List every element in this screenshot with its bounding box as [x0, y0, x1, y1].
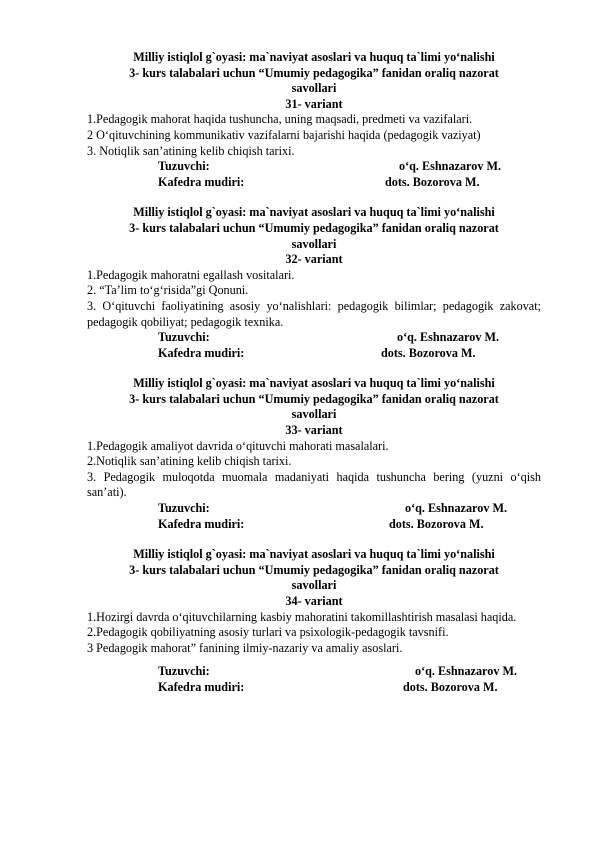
question-3: 3. O‘qituvchi faoliyatining asosiy yo‘nalishlari: pedagogik bilimlar; pedagogik zakovat; pedagogik qobiliyat; pedagogik texnika.	[87, 298, 541, 329]
variant-block-31	[87, 50, 541, 190]
compiler-label: Tuzuvchi:	[158, 501, 210, 516]
signature-compiler	[87, 159, 541, 175]
head-label: Kafedra mudiri:	[158, 679, 245, 694]
signature-head	[87, 680, 541, 696]
compiler-label: Tuzuvchi:	[158, 330, 210, 345]
signature-head	[87, 346, 541, 362]
compiler-name: o‘q. Eshnazarov M.	[397, 330, 500, 345]
spacer	[87, 656, 541, 664]
header-line-2: 3- kurs talabalari uchun “Umumiy pedagogika” fanidan oraliq nazorat	[129, 65, 499, 80]
variant-label: 32- variant	[285, 252, 343, 267]
question-3: 3. Pedagogik muloqotda muomala madaniyati haqida tushuncha bering (yuzni o‘qish san’ati).	[87, 469, 541, 500]
signature-compiler	[87, 664, 541, 680]
question-3: 3 Pedagogik mahorat” fanining ilmiy-nazariy va amaliy asoslari.	[87, 640, 403, 655]
head-label: Kafedra mudiri:	[158, 345, 245, 360]
header-line-1: Milliy istiqlol g`oyasi: ma`naviyat asoslari va huquq ta`limi yo‘nalishi	[133, 205, 495, 220]
head-name: dots. Bozorova M.	[385, 174, 480, 189]
question-2: 2.Pedagogik qobiliyatning asosiy turlari va psixologik-pedagogik tavsnifi.	[87, 625, 449, 640]
signature-head	[87, 175, 541, 191]
question-1: 1.Hozirgi davrda o‘qituvchilarning kasbiy mahoratini takomillashtirish masalasi haqida.	[87, 609, 517, 624]
head-label: Kafedra mudiri:	[158, 516, 245, 531]
compiler-name: o‘q. Eshnazarov M.	[399, 159, 502, 174]
header-line-1: Milliy istiqlol g`oyasi: ma`naviyat asoslari va huquq ta`limi yo‘nalishi	[133, 50, 495, 64]
variant-block-33	[87, 376, 541, 532]
compiler-label: Tuzuvchi:	[158, 159, 210, 174]
head-name: dots. Bozorova M.	[389, 516, 484, 531]
question-2: 2.Notiqlik san’atining kelib chiqish tarixi.	[87, 454, 292, 469]
variant-block-34	[87, 547, 541, 695]
header-line-3: savollari	[291, 236, 337, 251]
header-line-2: 3- kurs talabalari uchun “Umumiy pedagogika” fanidan oraliq nazorat	[129, 391, 499, 406]
question-1: 1.Pedagogik amaliyot davrida o‘qituvchi mahorati masalalari.	[87, 438, 389, 453]
question-1: 1.Pedagogik mahorat haqida tushuncha, uning maqsadi, predmeti va vazifalari.	[87, 112, 473, 127]
signature-compiler	[87, 330, 541, 346]
compiler-name: o‘q. Eshnazarov M.	[405, 501, 508, 516]
question-1: 1.Pedagogik mahoratni egallash vositalari.	[87, 267, 295, 282]
header-line-1: Milliy istiqlol g`oyasi: ma`naviyat asoslari va huquq ta`limi yo‘nalishi	[133, 547, 495, 562]
header-line-3: savollari	[291, 81, 337, 96]
variant-label: 33- variant	[285, 423, 343, 438]
compiler-name: o‘q. Eshnazarov M.	[415, 664, 518, 679]
variant-label: 34- variant	[285, 594, 343, 608]
header-line-2: 3- kurs talabalari uchun “Umumiy pedagogika” fanidan oraliq nazorat	[129, 220, 499, 235]
head-name: dots. Bozorova M.	[381, 345, 476, 360]
header-line-3: savollari	[291, 578, 337, 593]
question-3: 3. Notiqlik san’atining kelib chiqish tarixi.	[87, 143, 295, 158]
document-page	[87, 50, 541, 711]
header-line-1: Milliy istiqlol g`oyasi: ma`naviyat asoslari va huquq ta`limi yo‘nalishi	[133, 376, 495, 391]
header-line-2: 3- kurs talabalari uchun “Umumiy pedagogika” fanidan oraliq nazorat	[129, 562, 499, 577]
compiler-label: Tuzuvchi:	[158, 664, 210, 679]
header-line-3: savollari	[291, 407, 337, 422]
question-2: 2. “Ta’lim to‘g‘risida”gi Qonuni.	[87, 283, 249, 298]
signature-head	[87, 517, 541, 533]
variant-block-32	[87, 205, 541, 361]
question-2: 2 O‘qituvchining kommunikativ vazifalarni bajarishi haqida (pedagogik vaziyat)	[87, 127, 481, 142]
variant-label: 31- variant	[285, 96, 343, 111]
head-label: Kafedra mudiri:	[158, 174, 245, 189]
head-name: dots. Bozorova M.	[403, 679, 498, 694]
signature-compiler	[87, 501, 541, 517]
